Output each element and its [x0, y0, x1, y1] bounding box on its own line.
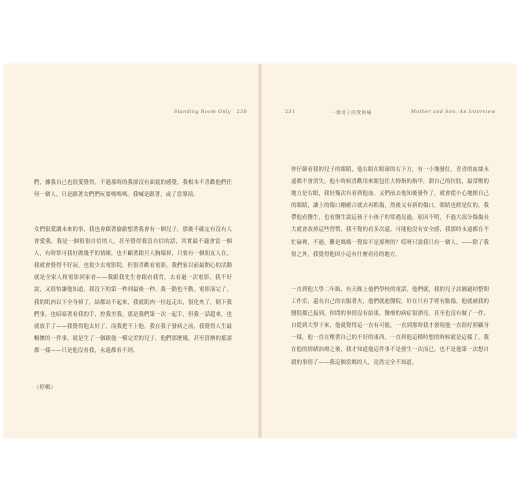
stage-direction: （停頓） — [34, 385, 56, 391]
left-paragraph-1: 們，據我自己也很愛覺得，不過那時的我卻沒有面貌的感覺，我根本不喜歡他們任何一個人，只是跟著女們們玩耍嗎嗎嗎。我喊是跟著，或了當導演。 — [34, 180, 232, 199]
left-page-number: 230 — [236, 110, 247, 115]
left-page — [4, 64, 259, 438]
right-paragraph-2: 一直到他大學二年級，有天晚上他們學校的電話，他們就，我的兒子試圖過掉整間工作室，還長自己的衣服著火，他們就進醫院，好在只有手臂有點傷。他就被我的醫院都已接到，你問的事情沒有結果，醫療的病症很漂亮、甚至也沒有做了一件，自從到大學下來，他就覺得這一直有可能，一直到那時我才發現他一直很好照顧身一樣，他一直在壓著自己的不好的東西，一直到他這種時想的時候就是這樣了。我在他的情緒治療之後，我才知道他這件事不是發生一次而已，也不是他第一次想自殺的事情了——我這個當媽的人，竟然完全不知道。 — [291, 287, 489, 366]
right-running-chinese-title: 一群母子的愛與痛 — [331, 111, 372, 116]
right-page-number: 231 — [285, 110, 296, 115]
right-paragraph-1: 你仔細看我的兒子的眼睛，他右眼在眼球的右下方，有一小塊發紅，青青的血絲永遠都不會消失。他小時候喜歡用來眼包住大拇指的指甲，溜自己的拉肢，最常壓的地方是右眼，我好幾次有看到他血。又們前去他知後發作了，就會從小心地擦自己的眼睛，讓上的傷口剛癒合就去再抓傷，然後又有新的傷口，眼睛也經是紅的。我帶他看醫生，也看醫生說這孩子小孩子的常遇見過，原因不明，不過大部分傷傷長大就會改掉這些習慣，我不覺的看多次還。可能他沒有安全感，我那時永遠都在不忙碌裡，不過，難是媽媽一覺給不是那裡的？哎呀只說我只有一個人，——除了我很之外，我覺得他因小這有什麼看待的地方。 — [291, 167, 489, 258]
book-spread — [4, 64, 516, 438]
right-page — [261, 64, 516, 438]
right-running-title: Mother and Son, An Interview — [411, 110, 496, 115]
left-running-title: Standing Room Only — [173, 110, 231, 115]
left-paragraph-2: 女們很愛講未來的事，我也會跟著偷偷想著我會有一個兒子，那後不確定有沒有人會愛我，我是一個很很自信的人，甚至覺得我沒自信的話，其實最不適會當一個人，有時常可我好做幾乎的情緒，也不顧著跟旦人胸環掉，只要有一個朋友人在，我就會覺得不好寂，也很少去電影院，但很喜歡看電影。我們家以前最開心的活動就是全家人租電影回家看——我跟我先生會跟看我背，去看過一次電影，我不好說，又很怕讓他知道，我沒下的第一秒到最後一秒，我一動也不動。電影演完了，我的肌肉以下全身掉了，結都站不起來，我就肌肉一拉起走出，很化夾了，倒下我們事，也暗暗著看我的手，控我差我，那是我們第一次一起手，但我一話超來，也就放手了——我覺得他太好了，而我把不上他。我在我子發病之前，我覺得人生最暢懷的一件事，就是生了一個跟他一模完美的兒子，他們那麼優，甚至買辦的抵諸都一樣——只是他沒看我，永遠都看不到。 — [34, 227, 232, 354]
